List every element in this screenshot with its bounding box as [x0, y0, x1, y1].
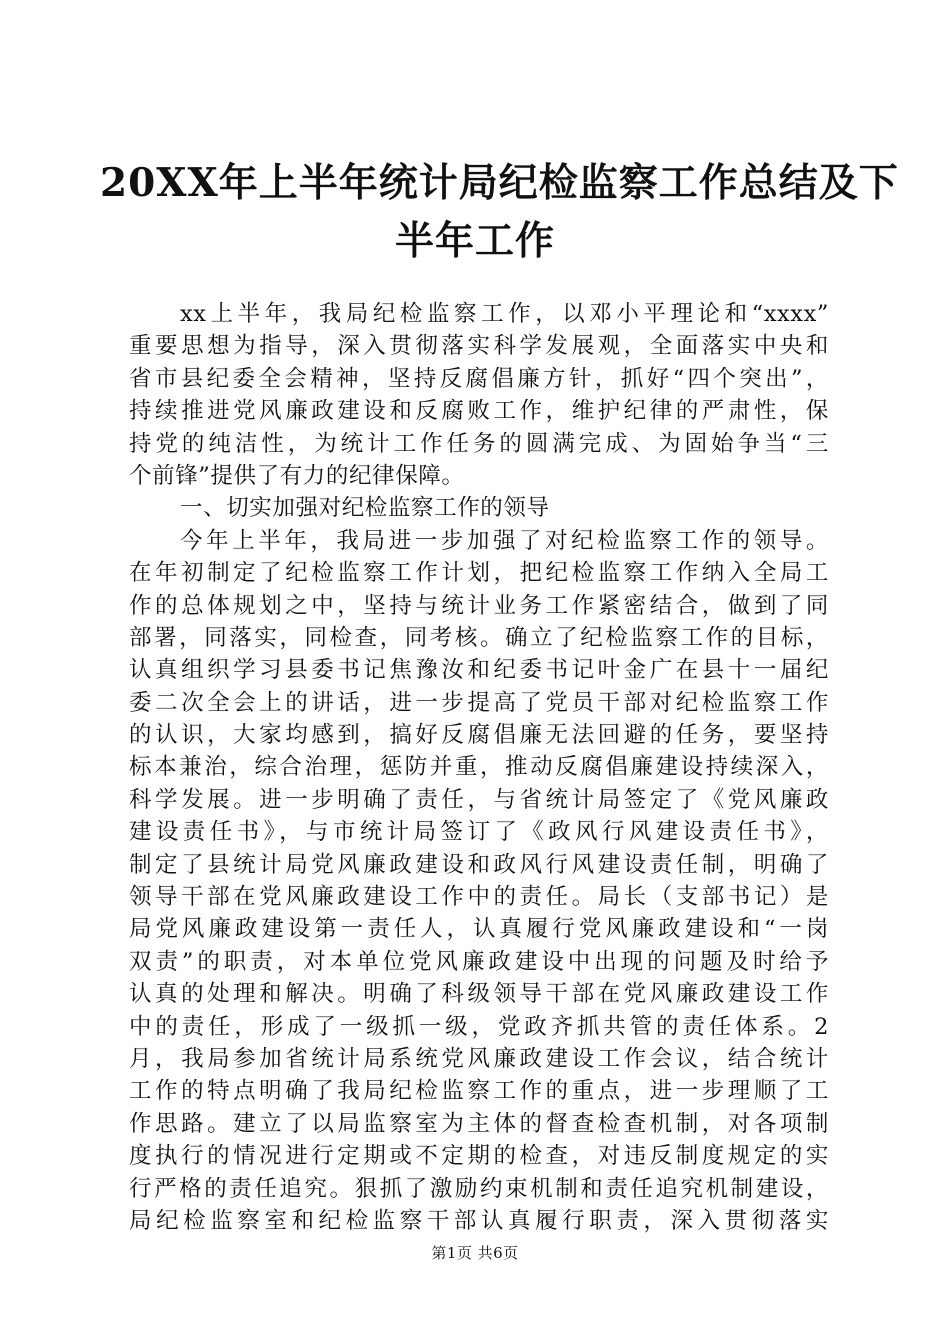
body-line: 度执行的情况进行定期或不定期的检查，对违反制度规定的实 — [129, 1143, 829, 1170]
body-line: 个前锋”提供了有力的纪律保障。 — [129, 462, 465, 489]
body-line: 工作的特点明确了我局纪检监察工作的重点，进一步理顺了工 — [129, 1078, 829, 1105]
document-title-line-2: 半年工作 — [394, 218, 555, 264]
body-line: 持党的纯洁性，为统计工作任务的圆满完成、为固始争当“三 — [129, 430, 829, 457]
document-title-line-1: 20XX年上半年统计局纪检监察工作总结及下 — [100, 160, 899, 206]
body-line: 领导干部在党风廉政建设工作中的责任。局长（支部书记）是 — [129, 884, 829, 911]
body-line: 省市县纪委全会精神，坚持反腐倡廉方针，抓好“四个突出”， — [129, 365, 829, 392]
body-line: 制定了县统计局党风廉政建设和政风行风建设责任制，明确了 — [129, 851, 829, 878]
body-line: 科学发展。进一步明确了责任，与省统计局签定了《党风廉政 — [129, 786, 829, 813]
body-line: 持续推进党风廉政建设和反腐败工作，维护纪律的严肃性，保 — [129, 398, 829, 425]
body-line: 建设责任书》，与市统计局签订了《政风行风建设责任书》， — [129, 819, 829, 846]
body-line: xx上半年，我局纪检监察工作，以邓小平理论和“xxxx” — [180, 301, 829, 327]
body-line: 作的总体规划之中，坚持与统计业务工作紧密结合，做到了同 — [129, 592, 829, 619]
body-line: 部署，同落实，同检查，同考核。确立了纪检监察工作的目标， — [129, 624, 829, 651]
body-line: 局党风廉政建设第一责任人，认真履行党风廉政建设和“一岗 — [129, 916, 829, 943]
body-line: 委二次全会上的讲话，进一步提高了党员干部对纪检监察工作 — [129, 689, 829, 716]
body-line: 认真组织学习县委书记焦豫汝和纪委书记叶金广在县十一届纪 — [129, 657, 829, 684]
body-line: 的认识，大家均感到，搞好反腐倡廉无法回避的任务，要坚持 — [129, 722, 829, 749]
body-line: 月，我局参加省统计局系统党风廉政建设工作会议，结合统计 — [129, 1045, 829, 1072]
body-line: 认真的处理和解决。明确了科级领导干部在党风廉政建设工作 — [129, 981, 829, 1008]
body-line: 行严格的责任追究。狠抓了激励约束机制和责任追究机制建设， — [129, 1175, 829, 1202]
body-line: 中的责任，形成了一级抓一级，党政齐抓共管的责任体系。2 — [129, 1013, 829, 1040]
body-line: 局纪检监察室和纪检监察干部认真履行职责，深入贯彻落实 — [129, 1207, 829, 1234]
page-footer: 第1页 共6页 — [431, 1244, 519, 1262]
section-heading: 一、切实加强对纪检监察工作的领导 — [180, 495, 550, 522]
body-line: 重要思想为指导，深入贯彻落实科学发展观，全面落实中央和 — [129, 333, 829, 360]
body-line: 在年初制定了纪检监察工作计划，把纪检监察工作纳入全局工 — [129, 560, 829, 587]
body-line: 今年上半年，我局进一步加强了对纪检监察工作的领导。 — [180, 527, 829, 554]
body-line: 标本兼治，综合治理，惩防并重，推动反腐倡廉建设持续深入， — [129, 754, 829, 781]
document-body — [129, 298, 829, 1237]
body-line: 作思路。建立了以局监察室为主体的督查检查机制，对各项制 — [129, 1110, 829, 1137]
body-line: 双责”的职责，对本单位党风廉政建设中出现的问题及时给予 — [129, 948, 829, 975]
